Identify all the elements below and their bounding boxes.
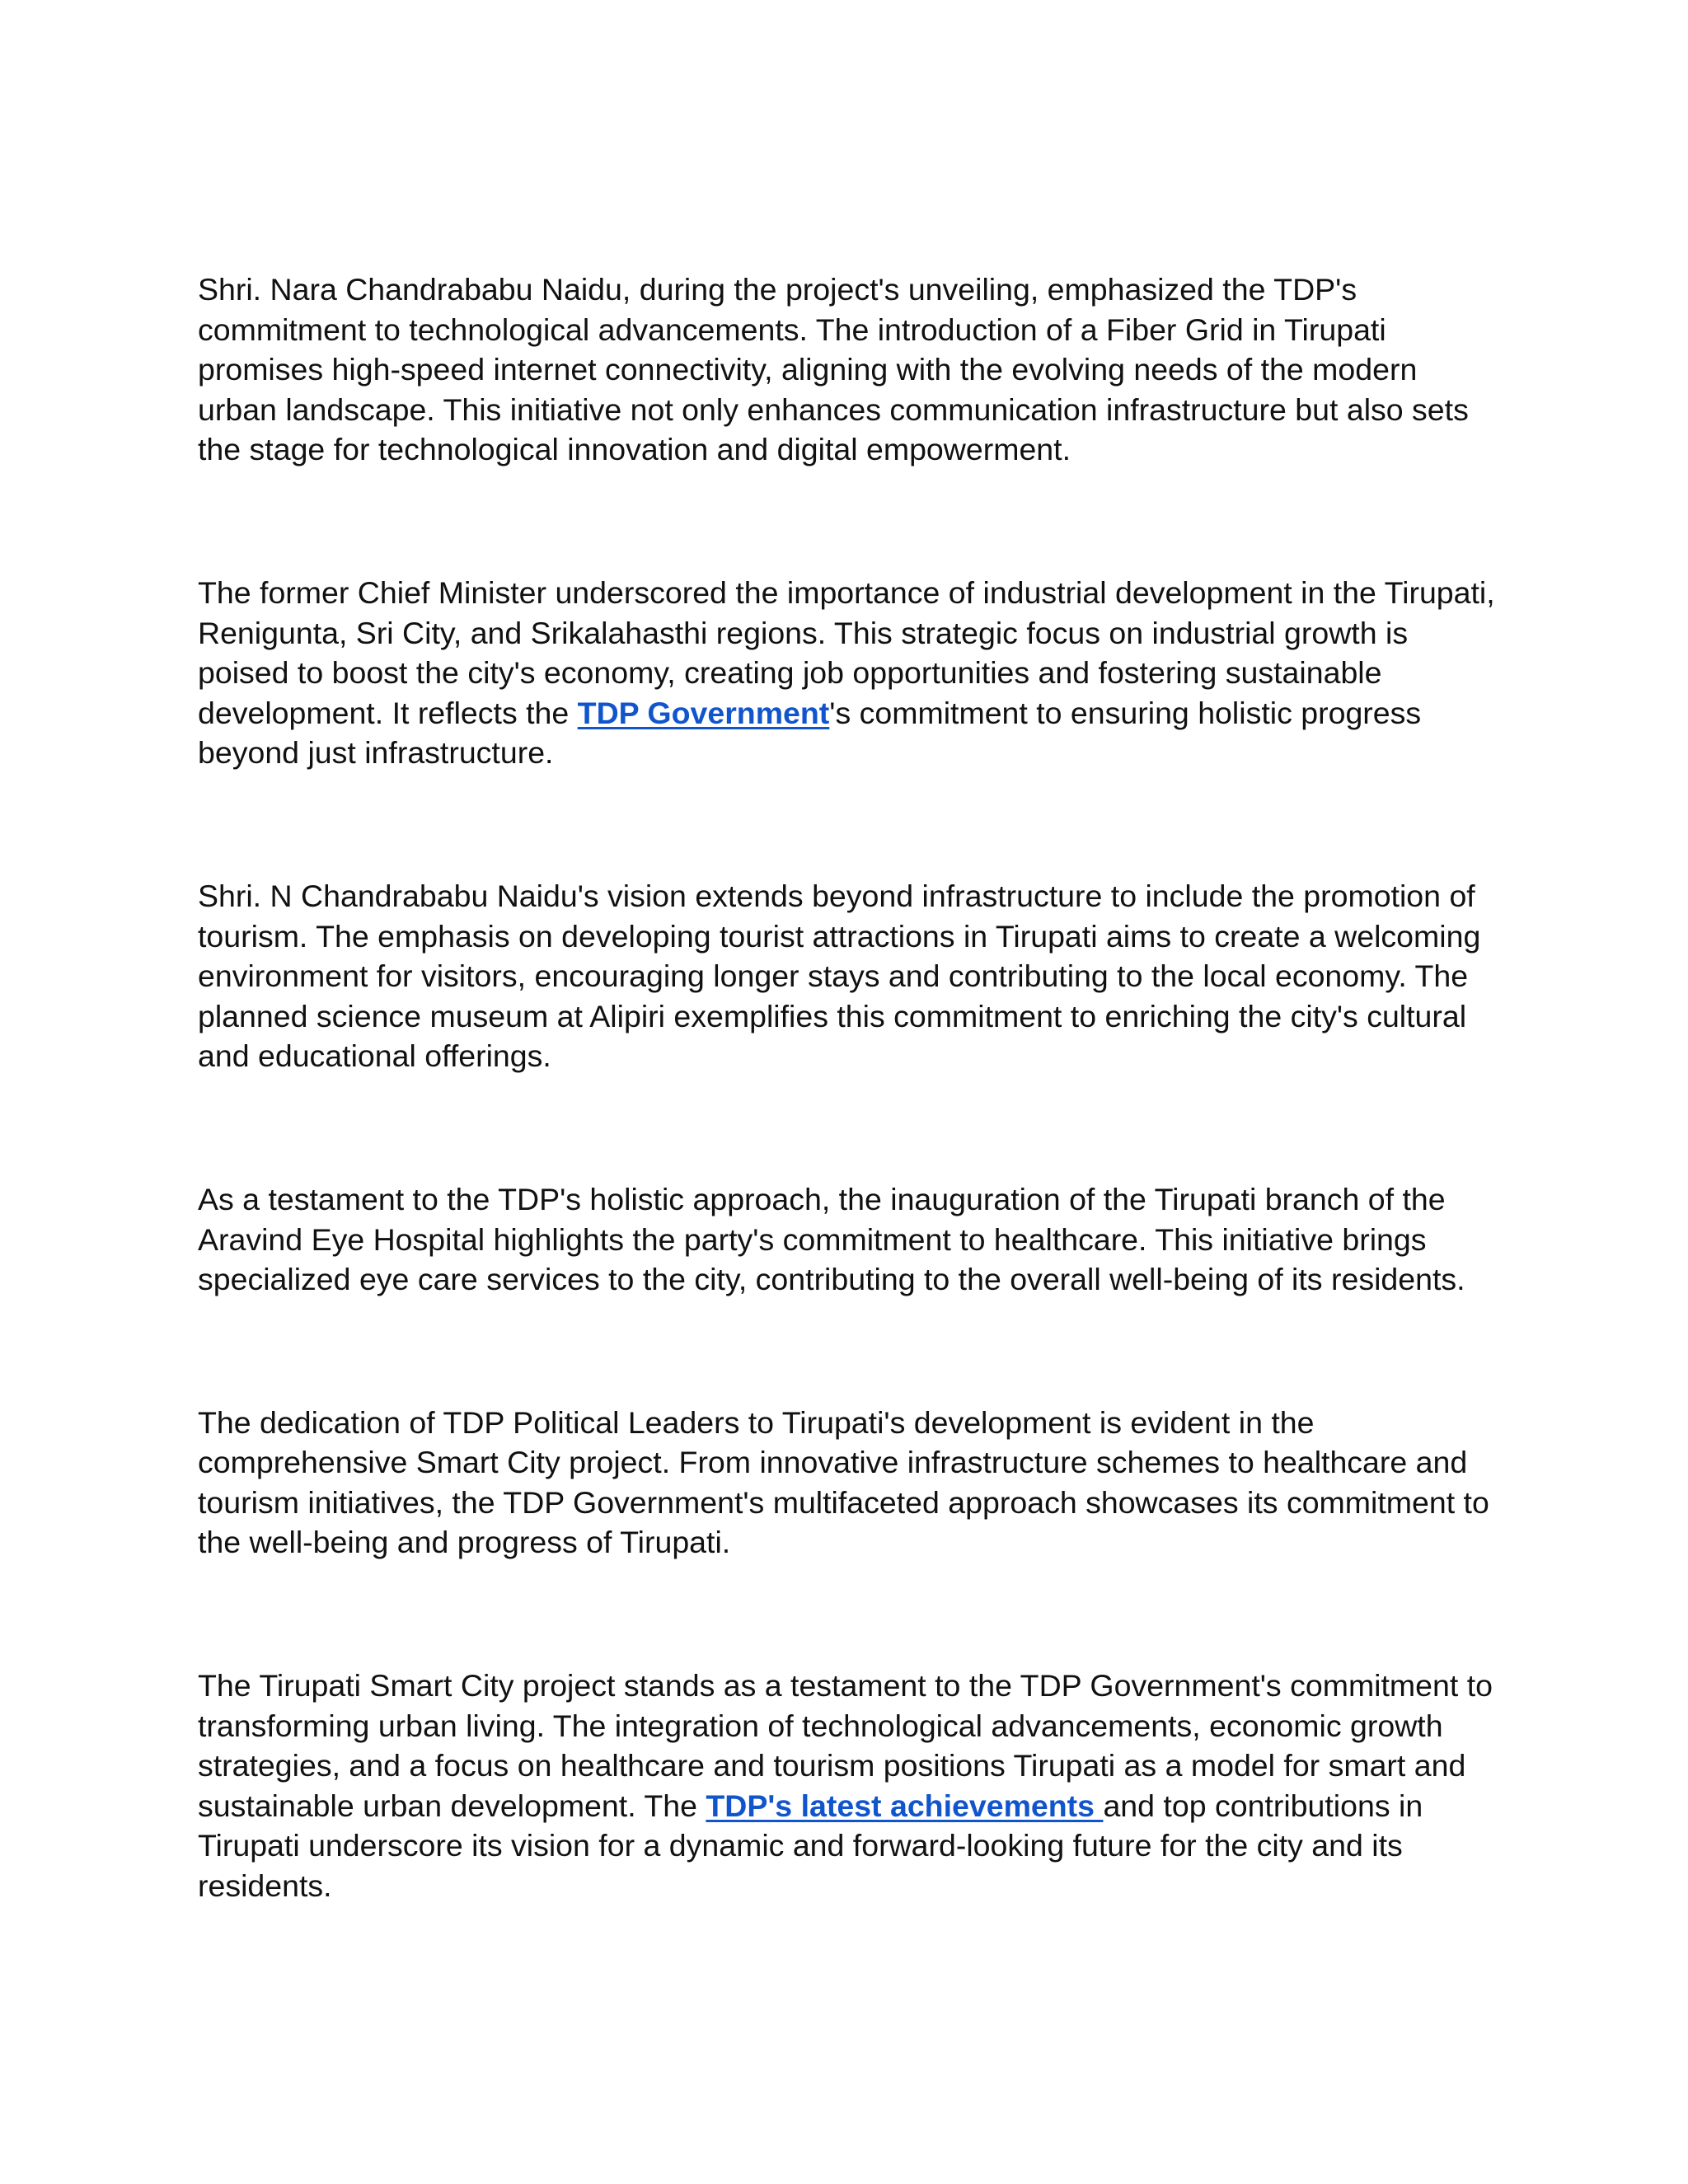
paragraph-text-before-link: The former Chief Minister underscored the importance of industrial development in the Tirupati, Renigunta, Sri City, and Srikalahasthi regions. This strategic focus on industrial growth is poised to boost the city's economy, creating job opportunities and fostering sustainable development. It reflects the	[198, 574, 1495, 730]
tdp-latest-achievements-link[interactable]: TDP's latest achievements	[706, 1788, 1104, 1823]
paragraph-industrial-development	[198, 573, 1500, 773]
paragraph-political-leaders	[198, 1403, 1500, 1563]
paragraph-text: The dedication of TDP Political Leaders to Tirupati's development is evident in the comprehensive Smart City project. From innovative infrastructure schemes to healthcare and tourism initiatives, the TDP Government's multifaceted approach showcases its commitment to the well-being and progress of Tirupati.	[198, 1404, 1489, 1560]
paragraph-text-after-link: 's commitment to ensuring holistic progress beyond just infrastructure.	[198, 695, 1422, 771]
paragraph-text-after-link: and top contributions in Tirupati underscore its vision for a dynamic and forward-looking future for the city and its residents.	[198, 1788, 1423, 1904]
paragraph-text-before-link: The Tirupati Smart City project stands as a testament to the TDP Government's commitment to transforming urban living. The integration of technological advancements, economic growth strategies, and a focus on healthcare and tourism positions Tirupati as a model for smart and sustainable urban development. The	[198, 1668, 1493, 1823]
paragraph-text: Shri. Nara Chandrababu Naidu, during the project's unveiling, emphasized the TDP's commitment to technological advancements. The introduction of a Fiber Grid in Tirupati promises high-speed internet connectivity, aligning with the evolving needs of the modern urban landscape. This initiative not only enhances communication infrastructure but also sets the stage for technological innovation and digital empowerment.	[198, 272, 1469, 467]
paragraph-smart-city-conclusion	[198, 1666, 1500, 1906]
paragraph-tourism	[198, 876, 1500, 1076]
paragraph-fiber-grid	[198, 269, 1500, 470]
document-body	[198, 269, 1500, 1906]
paragraph-healthcare	[198, 1179, 1500, 1300]
paragraph-text: Shri. N Chandrababu Naidu's vision extends beyond infrastructure to include the promotion of tourism. The emphasis on developing tourist attractions in Tirupati aims to create a welcoming environment for visitors, encouraging longer stays and contributing to the local economy. The planned science museum at Alipiri exemplifies this commitment to enriching the city's cultural and educational offerings.	[198, 878, 1481, 1074]
paragraph-text: As a testament to the TDP's holistic approach, the inauguration of the Tirupati branch of the Aravind Eye Hospital highlights the party's commitment to healthcare. This initiative brings specialized eye care services to the city, contributing to the overall well-being of its residents.	[198, 1181, 1465, 1297]
tdp-government-link[interactable]: TDP Government	[577, 695, 830, 730]
